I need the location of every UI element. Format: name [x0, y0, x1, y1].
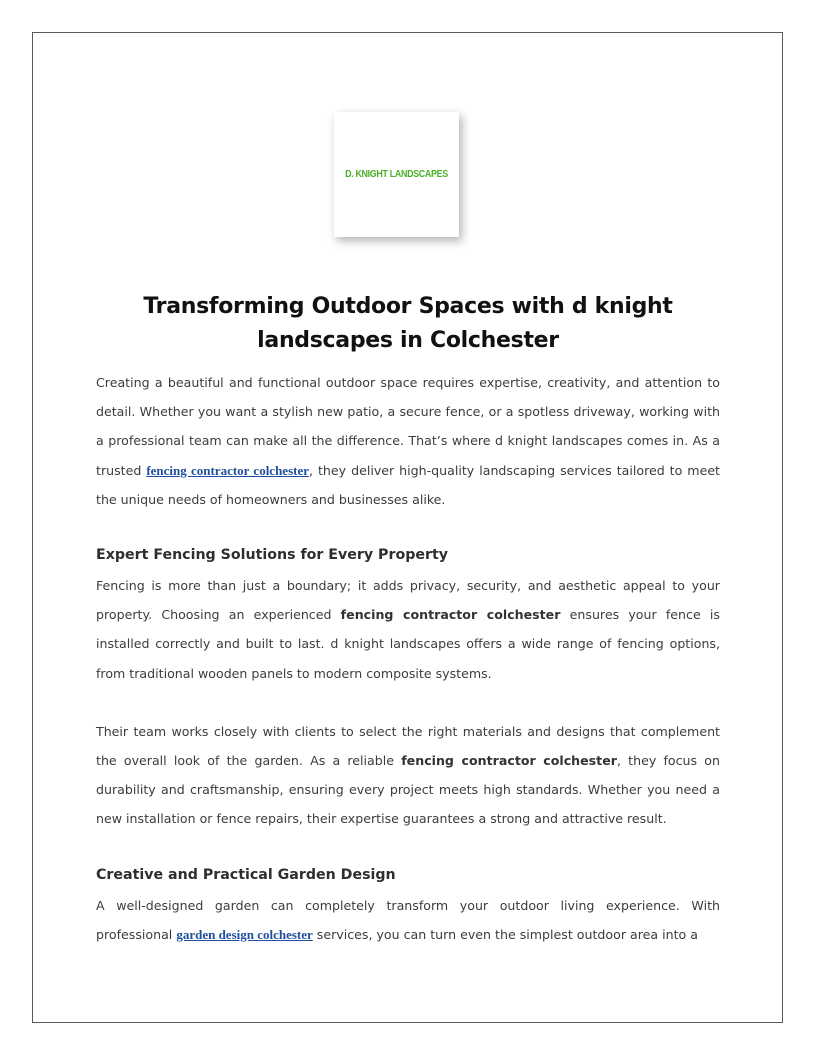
garden-paragraph-1	[96, 891, 720, 949]
fencing-section-heading: Expert Fencing Solutions for Every Property	[96, 547, 448, 564]
fencing-p2-keyword: fencing contractor colchester	[401, 753, 617, 769]
fencing-p1-keyword: fencing contractor colchester	[340, 607, 561, 623]
garden-p1-text-start: A well-designed garden can completely transform your outdoor living experience. With professional	[96, 897, 720, 942]
garden-design-link[interactable]: garden design colchester	[176, 926, 313, 942]
document-title: Transforming Outdoor Spaces with d knight landscapes in Colchester	[143, 294, 673, 353]
fencing-p2-text-end: , they focus on durability and craftsmanship, ensuring every project meets high standards. Whether you need a new installation or fence repairs, their expertise guarantees a strong and attractive result.	[96, 753, 720, 827]
fencing-p1-text-start: Fencing is more than just a boundary; it adds privacy, security, and aesthetic appeal to your property. Choosing an experienced	[96, 578, 720, 623]
intro-text-start: Creating a beautiful and functional outdoor space requires expertise, creativity, and attention to detail. Whether you want a stylish new patio, a secure fence, or a spotless driveway, working with a professional team can make all the difference. That’s where d knight landscapes comes in. As a trusted	[96, 375, 720, 478]
garden-section-heading: Creative and Practical Garden Design	[96, 866, 396, 883]
fencing-paragraph-2	[96, 717, 720, 834]
intro-paragraph	[96, 368, 720, 514]
logo-text: D. KNIGHT LANDSCAPES	[345, 167, 448, 180]
fencing-p2-text-start: Their team works closely with clients to select the right materials and designs that complement the overall look of the garden. As a reliable	[96, 723, 720, 769]
company-logo	[334, 112, 459, 237]
fencing-p1-text-end: ensures your fence is installed correctly and built to last. d knight landscapes offers a wide range of fencing options, from traditional wooden panels to modern composite systems.	[96, 607, 720, 681]
document-body	[96, 290, 720, 949]
fencing-contractor-link[interactable]: fencing contractor colchester	[146, 462, 310, 478]
intro-text-end: , they deliver high-quality landscaping services tailored to meet the unique needs of homeowners and businesses alike.	[96, 462, 720, 507]
fencing-paragraph-1	[96, 571, 720, 688]
garden-p1-text-end: services, you can turn even the simplest outdoor area into a	[312, 926, 698, 942]
